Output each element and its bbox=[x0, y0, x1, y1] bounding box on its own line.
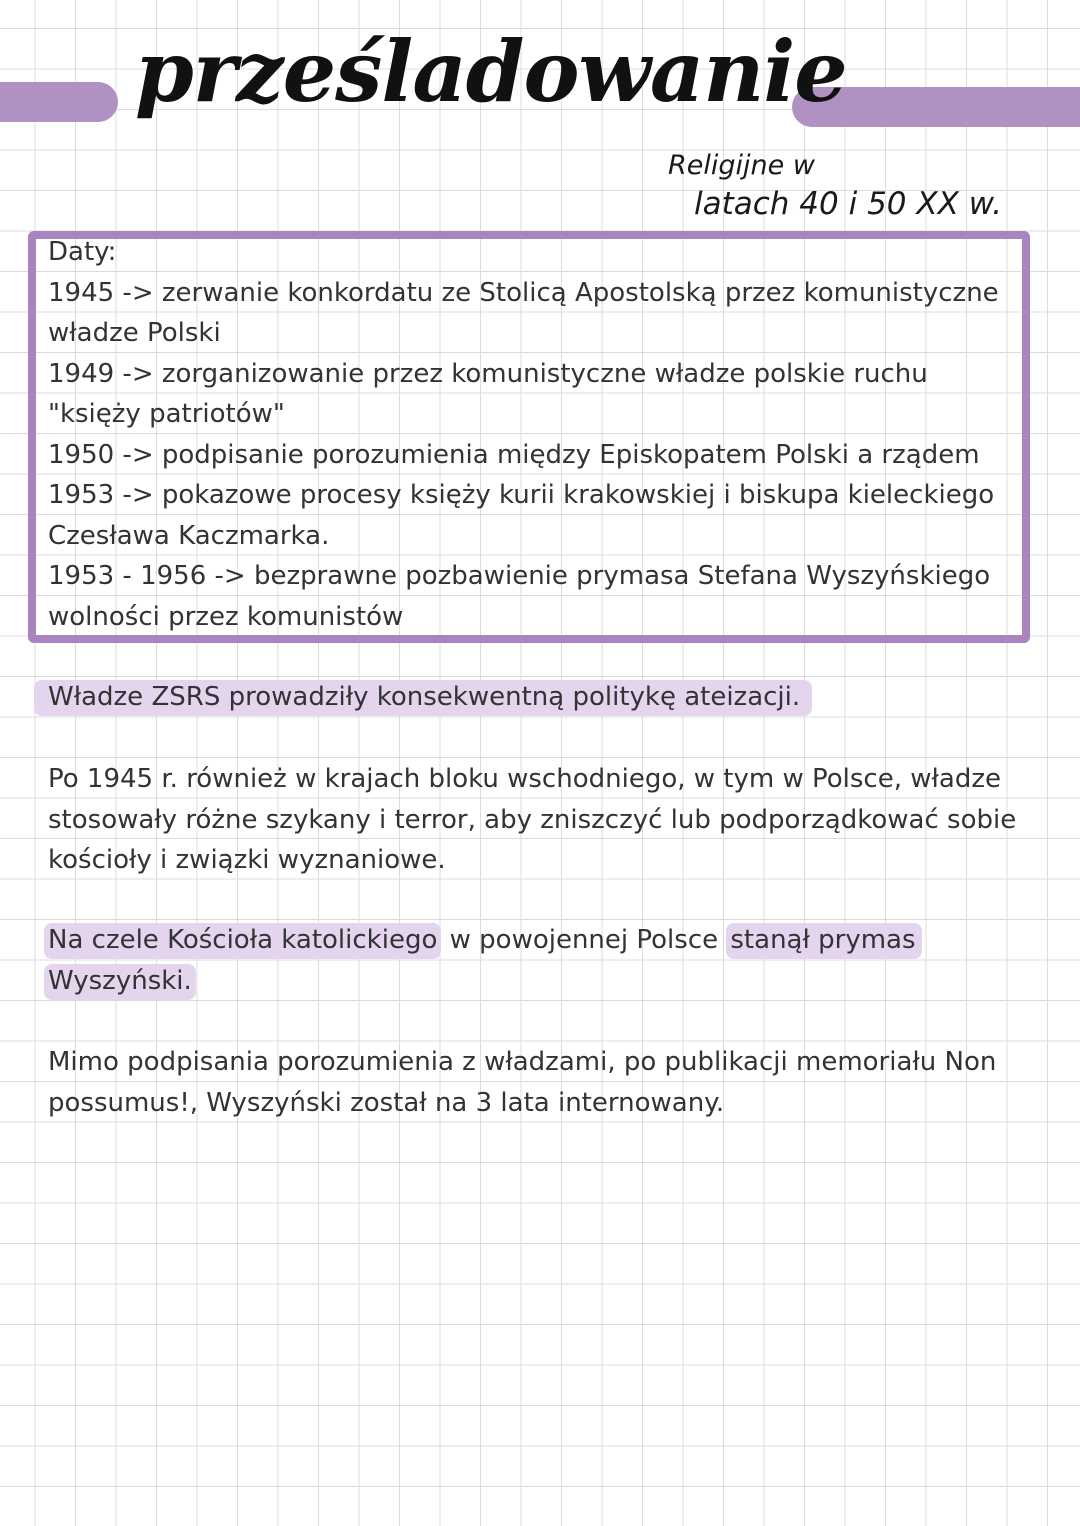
plain-text: w powojennej Polsce bbox=[441, 925, 727, 955]
dates-line: 1950 -> podpisanie porozumienia między Episkopatem Polski a rządem bbox=[48, 439, 980, 470]
paragraph-atheization bbox=[48, 677, 1028, 718]
dates-line: wolności przez komunistów bbox=[48, 601, 404, 632]
highlighted-text: Władze ZSRS prowadziły konsekwentną politykę ateizacji. bbox=[34, 680, 812, 716]
dates-line: władze Polski bbox=[48, 318, 221, 348]
dates-line: 1945 -> zerwanie konkordatu ze Stolicą Apostolską przez komunistyczne bbox=[48, 277, 999, 308]
page-title: prześladowanie bbox=[135, 22, 847, 121]
paragraph-internment: Mimo podpisania porozumienia z władzami, po publikacji memoriału Non possumus!, Wyszyński został na 3 lata internowany. bbox=[48, 1047, 997, 1118]
paragraph-primate-row-2 bbox=[48, 961, 1028, 1002]
paragraph-primate-row-1 bbox=[48, 920, 1028, 961]
highlighted-text: Wyszyński. bbox=[44, 964, 196, 1000]
dates-list bbox=[48, 232, 1023, 637]
dates-line: Czesława Kaczmarka. bbox=[48, 520, 330, 551]
highlighted-text: stanął prymas bbox=[726, 923, 921, 959]
dates-line: 1949 -> zorganizowanie przez komunistyczne władze polskie ruchu bbox=[48, 358, 928, 389]
decorative-bar-left bbox=[0, 82, 118, 122]
paragraph-eastern-bloc: Po 1945 r. również w krajach bloku wschodniego, w tym w Polsce, władze stosowały różne szykany i terror, aby zniszczyć lub podporządkować sobie kościoły i związki wyznaniowe. bbox=[48, 764, 1017, 875]
page-subtitle bbox=[668, 148, 1002, 224]
highlighted-text: Na czele Kościoła katolickiego bbox=[44, 923, 441, 959]
dates-heading: Daty: bbox=[48, 237, 117, 267]
subtitle-line-1: Religijne w bbox=[668, 150, 815, 181]
paragraph-primate bbox=[48, 920, 1028, 1001]
dates-line: 1953 - 1956 -> bezprawne pozbawienie prymasa Stefana Wyszyńskiego bbox=[48, 561, 991, 591]
subtitle-line-2: latach 40 i 50 XX w. bbox=[694, 186, 1002, 222]
dates-line: "księży patriotów" bbox=[48, 399, 285, 429]
dates-line: 1953 -> pokazowe procesy księży kurii krakowskiej i biskupa kieleckiego bbox=[48, 480, 995, 510]
